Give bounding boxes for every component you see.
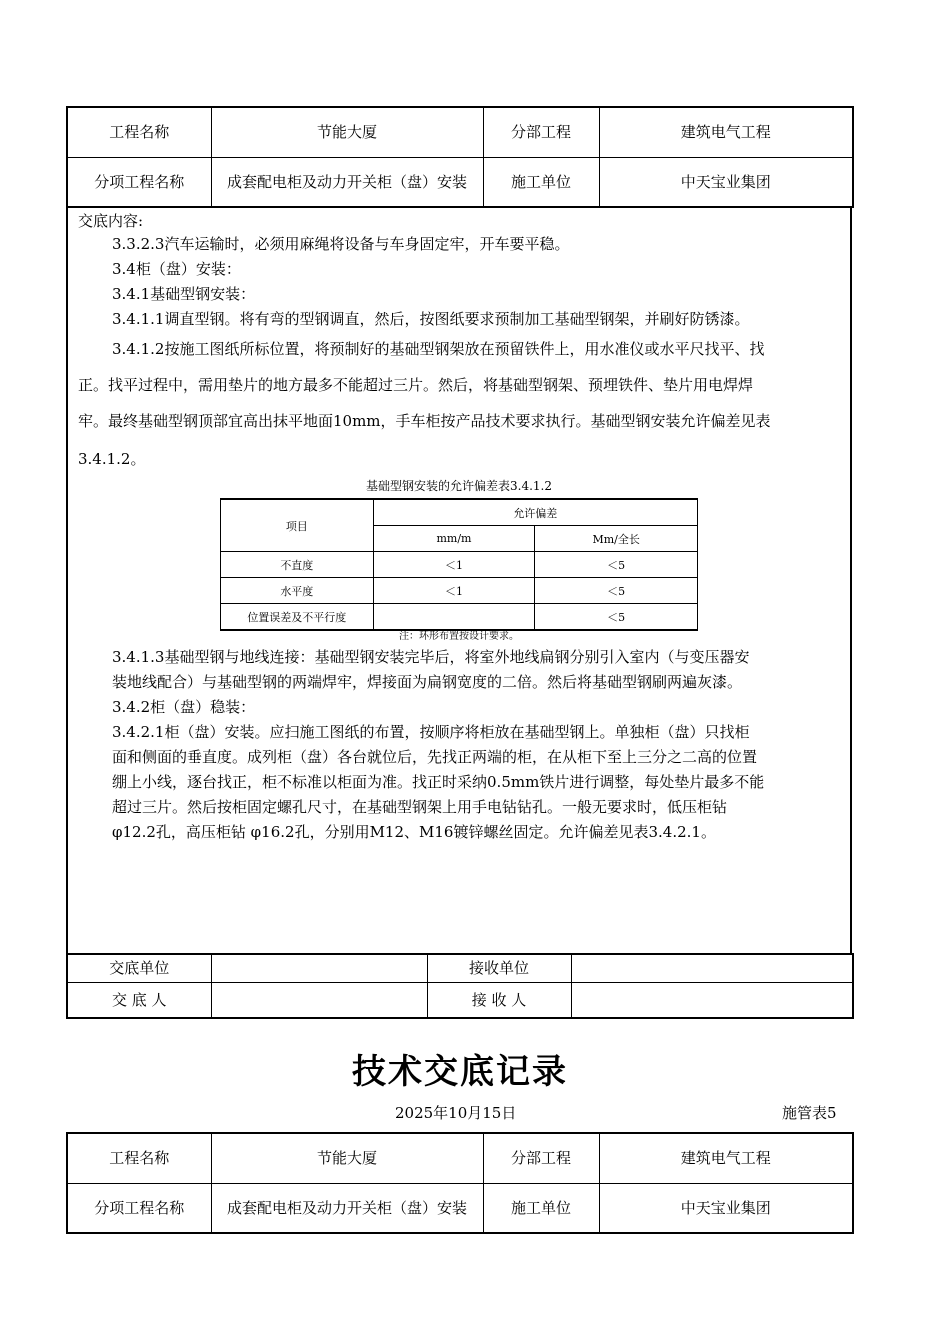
content-line: 3.3.2.3汽车运输时，必须用麻绳将设备与车身固定牢，开车要平稳。 bbox=[112, 235, 570, 253]
content-line: 牢。最终基础型钢顶部宜高出抹平地面10mm，手车柜按产品技术要求执行。基础型钢安装允许偏差见表 bbox=[78, 412, 771, 430]
from-person-label: 交 底 人 bbox=[67, 982, 211, 1018]
form-number: 施管表5 bbox=[782, 1104, 837, 1122]
row-per-m: ＜1 bbox=[373, 578, 535, 604]
content-line: 3.4.1.1调直型钢。将有弯的型钢调直，然后，按图纸要求预制加工基础型钢架，并刷好防锈漆。 bbox=[112, 310, 750, 328]
page-title: 技术交底记录 bbox=[352, 1052, 568, 1092]
row-full: ＜5 bbox=[535, 578, 698, 604]
col-per-m-header: mm/m bbox=[373, 526, 535, 552]
project-name-value: 节能大厦 bbox=[211, 1133, 483, 1183]
content-line: 3.4柜（盘）安装： bbox=[112, 260, 241, 278]
content-line: 面和侧面的垂直度。成列柜（盘）各台就位后，先找正两端的柜，在从柜下至上三分之二高的位置 bbox=[112, 748, 758, 766]
content-line: φ12.2孔，高压柜钻 φ16.2孔，分别用M12、M16镀锌螺丝固定。允许偏差见表3.4.2.1。 bbox=[112, 823, 716, 841]
subitem-value: 成套配电柜及动力开关柜（盘）安装 bbox=[211, 1183, 483, 1233]
header-table bbox=[66, 106, 854, 208]
subitem-value: 成套配电柜及动力开关柜（盘）安装 bbox=[211, 157, 483, 207]
division-value: 建筑电气工程 bbox=[599, 1133, 853, 1183]
to-unit-value bbox=[571, 954, 853, 982]
content-line: 绷上小线，逐台找正，柜不标准以柜面为准。找正时采纳0.5mm铁片进行调整，每处垫片最多不能 bbox=[112, 773, 765, 791]
row-per-m: ＜1 bbox=[373, 552, 535, 578]
project-name-label: 工程名称 bbox=[67, 107, 211, 157]
content-line: 3.4.1.2按施工图纸所标位置，将预制好的基础型钢架放在预留铁件上，用水准仪或水平尺找平、找 bbox=[112, 340, 765, 358]
row-item: 水平度 bbox=[221, 578, 374, 604]
col-allow-header: 允许偏差 bbox=[373, 499, 697, 526]
content-line: 3.4.2柜（盘）稳装： bbox=[112, 698, 256, 716]
row-item: 不直度 bbox=[221, 552, 374, 578]
signoff-table bbox=[66, 953, 854, 1019]
contractor-value: 中天宝业集团 bbox=[599, 1183, 853, 1233]
row-item: 位置误差及不平行度 bbox=[221, 604, 374, 631]
division-value: 建筑电气工程 bbox=[599, 107, 853, 157]
deviation-table-title: 基础型钢安装的允许偏差表3.4.1.2 bbox=[366, 479, 552, 493]
row-full: ＜5 bbox=[535, 552, 698, 578]
content-line: 3.4.1基础型钢安装： bbox=[112, 285, 256, 303]
to-person-label: 接 收 人 bbox=[427, 982, 571, 1018]
deviation-table-note: 注：环形布置按设计要求。 bbox=[399, 631, 519, 642]
subitem-label: 分项工程名称 bbox=[67, 1183, 211, 1233]
from-person-value bbox=[211, 982, 427, 1018]
division-label: 分部工程 bbox=[483, 107, 599, 157]
subitem-label: 分项工程名称 bbox=[67, 157, 211, 207]
col-item-header: 项目 bbox=[221, 499, 374, 552]
content-label: 交底内容: bbox=[78, 212, 144, 230]
content-line: 超过三片。然后按柜固定螺孔尺寸，在基础型钢架上用手电钻钻孔。一般无要求时，低压柜钻 bbox=[112, 798, 728, 816]
contractor-value: 中天宝业集团 bbox=[599, 157, 853, 207]
division-label: 分部工程 bbox=[483, 1133, 599, 1183]
row-full: ＜5 bbox=[535, 604, 698, 631]
project-name-value: 节能大厦 bbox=[211, 107, 483, 157]
content-line: 3.4.1.3基础型钢与地线连接：基础型钢安装完毕后，将室外地线扁钢分别引入室内（与变压器安 bbox=[112, 648, 750, 666]
col-full-header: Mm/全长 bbox=[535, 526, 698, 552]
from-unit-value bbox=[211, 954, 427, 982]
to-person-value bbox=[571, 982, 853, 1018]
to-unit-label: 接收单位 bbox=[427, 954, 571, 982]
content-line: 装地线配合）与基础型钢的两端焊牢，焊接面为扁钢宽度的二倍。然后将基础型钢刷两遍灰漆。 bbox=[112, 673, 743, 691]
content-line: 正。找平过程中，需用垫片的地方最多不能超过三片。然后，将基础型钢架、预埋铁件、垫片用电焊焊 bbox=[78, 376, 754, 394]
from-unit-label: 交底单位 bbox=[67, 954, 211, 982]
table-row bbox=[221, 552, 698, 578]
record-date: 2025年10月15日 bbox=[395, 1104, 517, 1122]
content-line: 3.4.2.1柜（盘）安装。应扫施工图纸的布置，按顺序将柜放在基础型钢上。单独柜（盘）只找柜 bbox=[112, 723, 750, 741]
content-line: 3.4.1.2。 bbox=[78, 450, 146, 468]
table-row bbox=[221, 578, 698, 604]
header-table-2 bbox=[66, 1132, 854, 1234]
contractor-label: 施工单位 bbox=[483, 1183, 599, 1233]
project-name-label: 工程名称 bbox=[67, 1133, 211, 1183]
contractor-label: 施工单位 bbox=[483, 157, 599, 207]
deviation-table bbox=[220, 498, 698, 631]
